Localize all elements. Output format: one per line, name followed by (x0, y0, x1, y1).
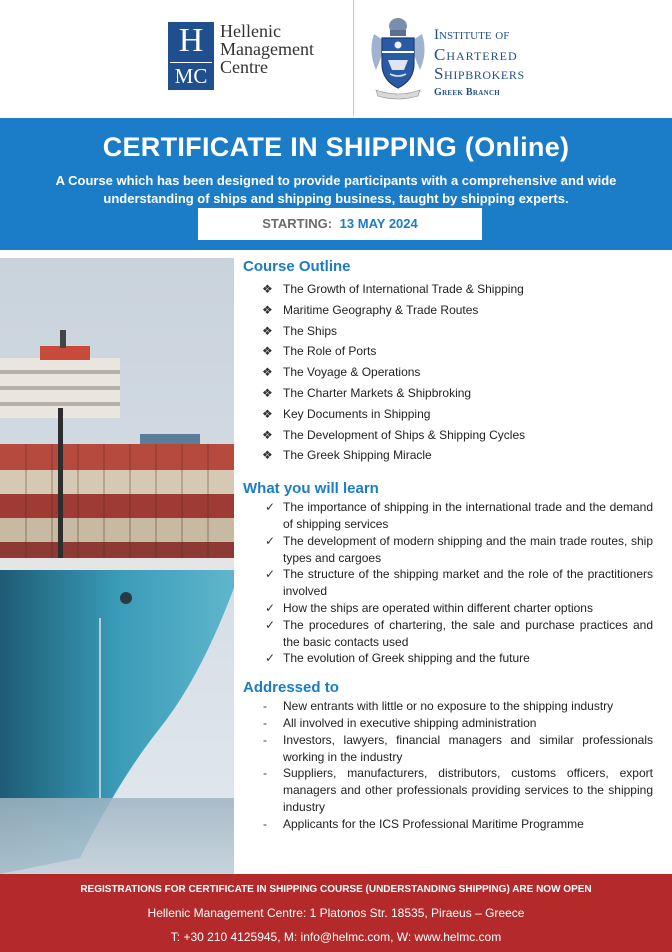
list-item-text: The Development of Ships & Shipping Cycles (283, 427, 526, 442)
list-item (243, 617, 653, 651)
dash-bullet-icon: - (263, 732, 267, 747)
addressed-section (243, 679, 653, 832)
hmc-logo-mark (168, 22, 214, 90)
checkmark-icon: ✓ (265, 500, 276, 515)
list-item (243, 321, 653, 342)
list-item-text: The structure of the shipping market and the role of the practitioners involved (283, 567, 653, 599)
list-item (243, 445, 653, 466)
list-item (243, 566, 653, 600)
list-item-text: The procedures of chartering, the sale and purchase practices and the basic contacts used (283, 617, 653, 649)
list-item-text: The Growth of International Trade & Shipping (283, 282, 524, 296)
dash-bullet-icon: - (263, 715, 267, 730)
logo-divider (353, 0, 354, 116)
list-item (243, 816, 653, 833)
list-item-text: The Charter Markets & Shipbroking (283, 385, 472, 400)
ics-line-branch: Greek Branch (434, 87, 501, 98)
learn-title: What you will learn (243, 480, 379, 498)
diamond-bullet-icon: ❖ (262, 344, 273, 359)
list-item (243, 650, 653, 667)
list-item-text: The Voyage & Operations (283, 365, 421, 380)
diamond-bullet-icon: ❖ (262, 365, 273, 380)
list-item (243, 383, 653, 404)
checkmark-icon: ✓ (265, 567, 276, 582)
footer (0, 874, 672, 952)
start-date-box (198, 208, 482, 240)
hmc-logo[interactable] (168, 22, 314, 90)
list-item-text: Maritime Geography & Trade Routes (283, 302, 479, 317)
ics-line-institute: Institute of (434, 27, 510, 43)
content-column (243, 258, 653, 833)
header (0, 0, 672, 118)
hmc-logo-h: H (178, 22, 204, 59)
page-subtitle: A Course which has been designed to provide participants with a comprehensive and wide understanding of ships and shipping business, taught by shipping experts. (55, 173, 617, 206)
checkmark-icon: ✓ (265, 651, 276, 666)
list-item (243, 425, 653, 446)
dash-bullet-icon: - (263, 699, 267, 714)
container-ship-photo (0, 258, 234, 874)
ics-crest-icon[interactable] (368, 12, 428, 100)
list-item (243, 765, 653, 815)
list-item (243, 698, 653, 715)
checkmark-icon: ✓ (265, 600, 276, 615)
ics-line-chartered: Chartered (434, 45, 518, 64)
start-label: STARTING: (262, 216, 333, 231)
hmc-logo-line: Hellenic (220, 21, 281, 41)
page-title-text: CERTIFICATE IN SHIPPING (Online) (102, 132, 570, 162)
ics-line-shipbrokers: Shipbrokers (434, 64, 525, 83)
list-item-text: The evolution of Greek shipping and the future (283, 651, 530, 666)
list-item (243, 279, 653, 300)
dash-bullet-icon: - (263, 766, 267, 781)
diamond-bullet-icon: ❖ (262, 302, 273, 317)
hmc-logo-line: Centre (220, 57, 268, 77)
list-item (243, 404, 653, 425)
addressed-title: Addressed to (243, 679, 339, 697)
footer-contact[interactable]: T: +30 210 4125945, M: info@helmc.com, W: www.helmc.com (170, 930, 502, 944)
ics-logo-text (434, 26, 525, 102)
list-item (243, 341, 653, 362)
list-item-text: Applicants for the ICS Professional Maritime Programme (283, 816, 584, 831)
start-date: 13 MAY 2024 (339, 216, 418, 231)
registrations-notice: REGISTRATIONS FOR CERTIFICATE IN SHIPPING COURSE (UNDERSTANDING SHIPPING) ARE NOW OPEN (80, 884, 592, 895)
list-item-text: Investors, lawyers, financial managers and similar professionals working in the industry (283, 732, 653, 764)
title-banner (0, 118, 672, 250)
list-item-text: The Greek Shipping Miracle (283, 448, 432, 463)
course-outline-section (243, 258, 653, 466)
hmc-logo-mc: MC (170, 62, 212, 89)
list-item (243, 362, 653, 383)
learn-section (243, 480, 653, 667)
list-item (243, 300, 653, 321)
list-item-text: All involved in executive shipping administration (283, 715, 537, 730)
list-item (243, 600, 653, 617)
diamond-bullet-icon: ❖ (262, 323, 273, 338)
list-item (243, 499, 653, 533)
addressed-list (243, 698, 653, 832)
list-item-text: New entrants with little or no exposure to the shipping industry (283, 699, 614, 714)
list-item-text: Key Documents in Shipping (283, 406, 431, 421)
diamond-bullet-icon: ❖ (262, 448, 273, 463)
diamond-bullet-icon: ❖ (262, 427, 273, 442)
course-outline-list (243, 279, 653, 466)
hmc-logo-text (220, 22, 314, 76)
footer-address: Hellenic Management Centre: 1 Platonos Str. 18535, Piraeus – Greece (147, 906, 525, 920)
list-item-text: The development of modern shipping and the main trade routes, ship types and cargoes (283, 533, 653, 565)
diamond-bullet-icon: ❖ (262, 406, 273, 421)
list-item-text: Suppliers, manufacturers, distributors, customs officers, export managers and other professionals providing services to the shipping industry (283, 766, 653, 814)
list-item-text: The Ships (283, 323, 338, 338)
diamond-bullet-icon: ❖ (262, 385, 273, 400)
checkmark-icon: ✓ (265, 533, 276, 548)
list-item (243, 715, 653, 732)
list-item (243, 533, 653, 567)
diamond-bullet-icon: ❖ (262, 282, 273, 296)
hmc-logo-line: Management (220, 39, 314, 59)
list-item-text: The importance of shipping in the international trade and the demand of shipping services (283, 500, 653, 531)
dash-bullet-icon: - (263, 816, 267, 831)
checkmark-icon: ✓ (265, 617, 276, 632)
course-outline-title: Course Outline (243, 258, 351, 275)
page-title (0, 132, 672, 163)
learn-list (243, 499, 653, 667)
list-item-text: How the ships are operated within different charter options (283, 600, 593, 615)
list-item (243, 732, 653, 766)
list-item-text: The Role of Ports (283, 344, 377, 359)
